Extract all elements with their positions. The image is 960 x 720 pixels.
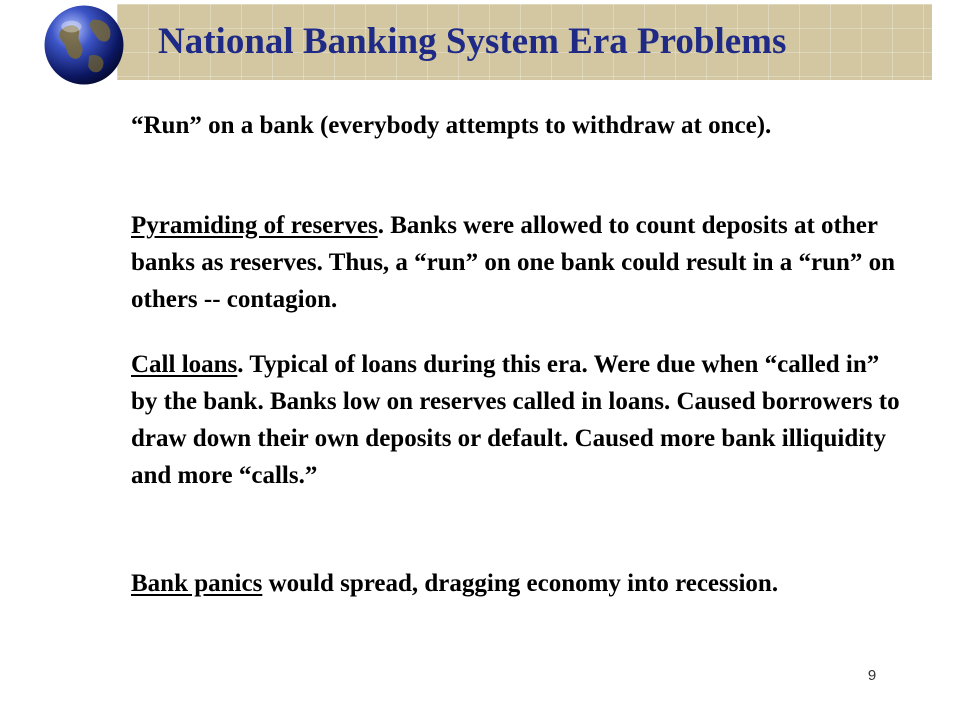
term-pyramiding-of-reserves: Pyramiding of reserves — [131, 212, 378, 239]
term-call-loans: Call loans — [131, 351, 238, 378]
bullet-pyramiding — [131, 207, 911, 318]
bullet-text: would spread, dragging economy into recession. — [262, 570, 779, 597]
bullet-bank-panics — [131, 565, 911, 602]
bullet-text: “Run” on a bank (everybody attempts to withdraw at once). — [131, 112, 772, 139]
bullet-run-on-bank — [131, 107, 911, 144]
bullet-call-loans — [131, 346, 911, 494]
term-bank-panics: Bank panics — [131, 570, 263, 597]
bullet-text: . Typical of loans during this era. Were due when “called in” by the bank. Banks low on reserves called in loans. Caused borrowers to draw down their own deposits or default. Caused more bank illiquidity and more “calls.” — [131, 351, 900, 489]
globe-icon — [42, 3, 126, 87]
slide-title: National Banking System Era Problems — [158, 21, 787, 62]
bullet-text: . Banks were allowed to count deposits at other banks as reserves. Thus, a “run” on one bank could result in a “run” on others -- contagion. — [131, 212, 896, 313]
page-number: 9 — [867, 667, 877, 684]
